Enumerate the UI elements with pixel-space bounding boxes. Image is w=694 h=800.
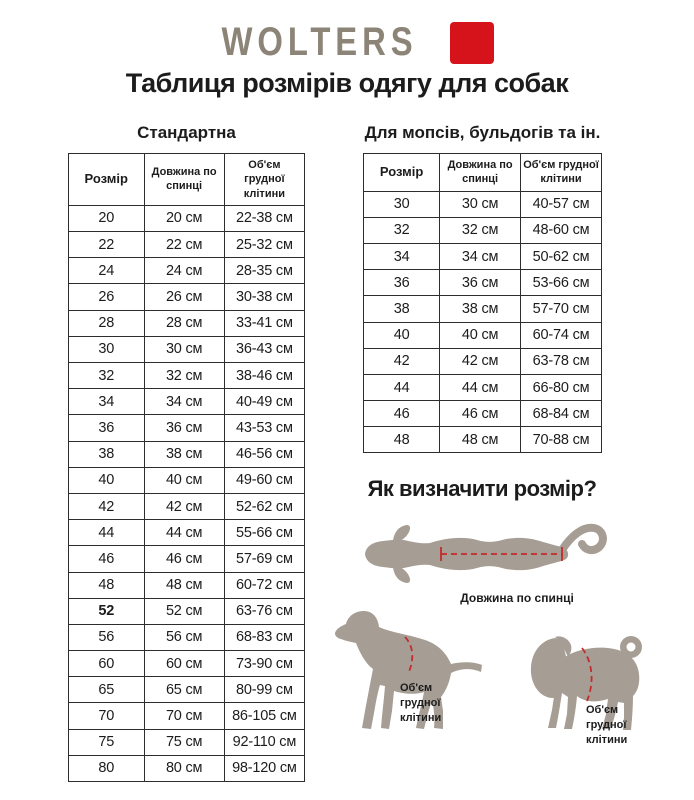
back-length-cell: 30 см: [144, 336, 224, 362]
dog-ear-icon: [393, 566, 410, 583]
chest-girth-cell: 60-74 см: [521, 322, 602, 348]
back-length-cell: 70 см: [144, 703, 224, 729]
chest-girth-cell: 73-90 см: [224, 651, 304, 677]
table-row: [69, 415, 305, 441]
size-cell: 34: [364, 243, 440, 269]
back-length-cell: 32 см: [440, 217, 521, 243]
size-cell: 24: [69, 258, 145, 284]
back-length-cell: 38 см: [440, 296, 521, 322]
dog-top-view-silhouette-icon: [363, 514, 613, 594]
table-row: [364, 296, 602, 322]
table-row: [69, 703, 305, 729]
chest-girth-cell: 25-32 см: [224, 232, 304, 258]
table-row: [69, 336, 305, 362]
back-length-cell: 44 см: [440, 374, 521, 400]
chest-girth-cell: 60-72 см: [224, 572, 304, 598]
back-length-cell: 34 см: [440, 243, 521, 269]
chest-girth-cell: 33-41 см: [224, 310, 304, 336]
size-cell: 38: [69, 441, 145, 467]
chest-girth-cell: 66-80 см: [521, 374, 602, 400]
table-row: [69, 546, 305, 572]
size-cell: 40: [364, 322, 440, 348]
chest-girth-cell: 40-57 см: [521, 191, 602, 217]
size-cell: 20: [69, 205, 145, 231]
table-row: [364, 374, 602, 400]
table-row: [69, 572, 305, 598]
brand-logo: [0, 20, 694, 65]
standard-size-table: [68, 153, 305, 782]
pug-tail-curl-hole: [627, 643, 636, 652]
back-length-cell: 56 см: [144, 624, 224, 650]
size-cell: 32: [364, 217, 440, 243]
back-length-cell: 75 см: [144, 729, 224, 755]
table-row: [69, 624, 305, 650]
table-row: [364, 401, 602, 427]
chest-girth-cell: 43-53 см: [224, 415, 304, 441]
back-length-cell: 42 см: [144, 493, 224, 519]
standard-size-table-grid: [68, 153, 305, 782]
size-cell: 44: [364, 374, 440, 400]
size-cell: 42: [364, 348, 440, 374]
size-cell: 36: [69, 415, 145, 441]
back-length-label: Довжина по спинці: [460, 591, 574, 605]
table-row: [364, 270, 602, 296]
size-cell: 44: [69, 520, 145, 546]
table-row: [364, 191, 602, 217]
table-row: [69, 389, 305, 415]
chest-girth-cell: 63-76 см: [224, 598, 304, 624]
standard-table-subtitle: Стандартна: [137, 123, 236, 142]
brand-wordmark: WOLTERS: [221, 20, 418, 64]
chest-girth-cell: 38-46 см: [224, 363, 304, 389]
size-cell: 38: [364, 296, 440, 322]
back-length-cell: 46 см: [440, 401, 521, 427]
table-row: [69, 284, 305, 310]
table-row: [69, 310, 305, 336]
back-length-cell: 40 см: [144, 467, 224, 493]
pugs-table-body: [364, 191, 602, 453]
chest-girth-cell: 98-120 см: [224, 755, 304, 781]
chest-girth-column-header: Об'єм грудної клітини: [224, 154, 304, 206]
chest-girth-cell: 63-78 см: [521, 348, 602, 374]
pugs-size-table-grid: [363, 153, 602, 453]
table-row: [69, 520, 305, 546]
chest-girth-cell: 52-62 см: [224, 493, 304, 519]
size-cell: 34: [69, 389, 145, 415]
table-row: [364, 322, 602, 348]
table-row: [364, 217, 602, 243]
size-column-header: Розмір: [69, 154, 145, 206]
chest-girth-cell: 40-49 см: [224, 389, 304, 415]
chest-girth-label: Об'єм грудної клітини: [400, 682, 442, 724]
back-length-cell: 65 см: [144, 677, 224, 703]
size-cell: 65: [69, 677, 145, 703]
table-header: [69, 154, 305, 206]
size-cell: 40: [69, 467, 145, 493]
size-cell: 30: [69, 336, 145, 362]
size-column-header: Розмір: [364, 154, 440, 192]
back-length-column-header: Довжина по спинці: [440, 154, 521, 192]
chest-girth-cell: 68-83 см: [224, 624, 304, 650]
chest-girth-label: Об'єм грудної клітини: [586, 704, 628, 746]
chest-girth-cell: 46-56 см: [224, 441, 304, 467]
brand-red-square-icon: [450, 22, 494, 64]
size-cell: 60: [69, 651, 145, 677]
back-length-cell: 22 см: [144, 232, 224, 258]
table-header-row: [69, 154, 305, 206]
size-cell: 22: [69, 232, 145, 258]
size-cell: 48: [69, 572, 145, 598]
chest-girth-cell: 92-110 см: [224, 729, 304, 755]
back-length-cell: 38 см: [144, 441, 224, 467]
table-row: [364, 243, 602, 269]
size-cell: 30: [364, 191, 440, 217]
size-cell: 52: [69, 598, 145, 624]
table-header: [364, 154, 602, 192]
back-length-cell: 24 см: [144, 258, 224, 284]
table-row: [69, 729, 305, 755]
dog-tail: [562, 528, 603, 550]
chest-girth-cell: 53-66 см: [521, 270, 602, 296]
table-row: [69, 755, 305, 781]
pugs-size-table: [363, 153, 602, 453]
back-length-cell: 20 см: [144, 205, 224, 231]
chest-girth-cell: 55-66 см: [224, 520, 304, 546]
size-cell: 75: [69, 729, 145, 755]
size-cell: 46: [364, 401, 440, 427]
chest-girth-cell: 57-70 см: [521, 296, 602, 322]
chest-girth-cell: 50-62 см: [521, 243, 602, 269]
back-length-cell: 40 см: [440, 322, 521, 348]
size-cell: 32: [69, 363, 145, 389]
size-cell: 46: [69, 546, 145, 572]
size-cell: 48: [364, 427, 440, 453]
size-cell: 80: [69, 755, 145, 781]
back-length-cell: 34 см: [144, 389, 224, 415]
pugs-table-subtitle: Для мопсів, бульдогів та ін.: [364, 123, 601, 142]
back-length-column-header: Довжина по спинці: [144, 154, 224, 206]
table-row: [69, 441, 305, 467]
table-header-row: [364, 154, 602, 192]
back-length-cell: 44 см: [144, 520, 224, 546]
chest-girth-cell: 68-84 см: [521, 401, 602, 427]
back-length-cell: 60 см: [144, 651, 224, 677]
size-cell: 42: [69, 493, 145, 519]
standard-table-body: [69, 205, 305, 781]
page-title: Таблиця розмірів одягу для собак: [125, 68, 569, 98]
back-length-cell: 80 см: [144, 755, 224, 781]
back-length-cell: 46 см: [144, 546, 224, 572]
table-row: [364, 348, 602, 374]
size-cell: 26: [69, 284, 145, 310]
chest-girth-cell: 86-105 см: [224, 703, 304, 729]
table-row: [69, 677, 305, 703]
chest-girth-cell: 36-43 см: [224, 336, 304, 362]
chest-girth-cell: 28-35 см: [224, 258, 304, 284]
dog-ear-icon: [393, 525, 410, 542]
chest-girth-cell: 48-60 см: [521, 217, 602, 243]
size-cell: 28: [69, 310, 145, 336]
size-cell: 70: [69, 703, 145, 729]
chest-girth-cell: 57-69 см: [224, 546, 304, 572]
table-row: [69, 651, 305, 677]
table-row: [364, 427, 602, 453]
back-length-cell: 48 см: [144, 572, 224, 598]
size-cell: 36: [364, 270, 440, 296]
chest-girth-cell: 30-38 см: [224, 284, 304, 310]
back-length-cell: 48 см: [440, 427, 521, 453]
table-row: [69, 493, 305, 519]
back-length-cell: 28 см: [144, 310, 224, 336]
size-cell: 56: [69, 624, 145, 650]
chest-girth-cell: 80-99 см: [224, 677, 304, 703]
back-length-cell: 32 см: [144, 363, 224, 389]
table-row: [69, 598, 305, 624]
chest-girth-cell: 49-60 см: [224, 467, 304, 493]
table-row: [69, 467, 305, 493]
back-length-cell: 30 см: [440, 191, 521, 217]
how-to-heading: Як визначити розмір?: [367, 476, 597, 501]
chest-girth-cell: 22-38 см: [224, 205, 304, 231]
chest-girth-cell: 70-88 см: [521, 427, 602, 453]
back-length-cell: 36 см: [144, 415, 224, 441]
back-length-cell: 52 см: [144, 598, 224, 624]
back-length-cell: 26 см: [144, 284, 224, 310]
table-row: [69, 205, 305, 231]
how-to-measure-section: [330, 470, 694, 800]
table-row: [69, 363, 305, 389]
table-row: [69, 232, 305, 258]
back-length-cell: 42 см: [440, 348, 521, 374]
back-length-cell: 36 см: [440, 270, 521, 296]
chest-girth-column-header: Об'єм грудної клітини: [521, 154, 602, 192]
table-row: [69, 258, 305, 284]
